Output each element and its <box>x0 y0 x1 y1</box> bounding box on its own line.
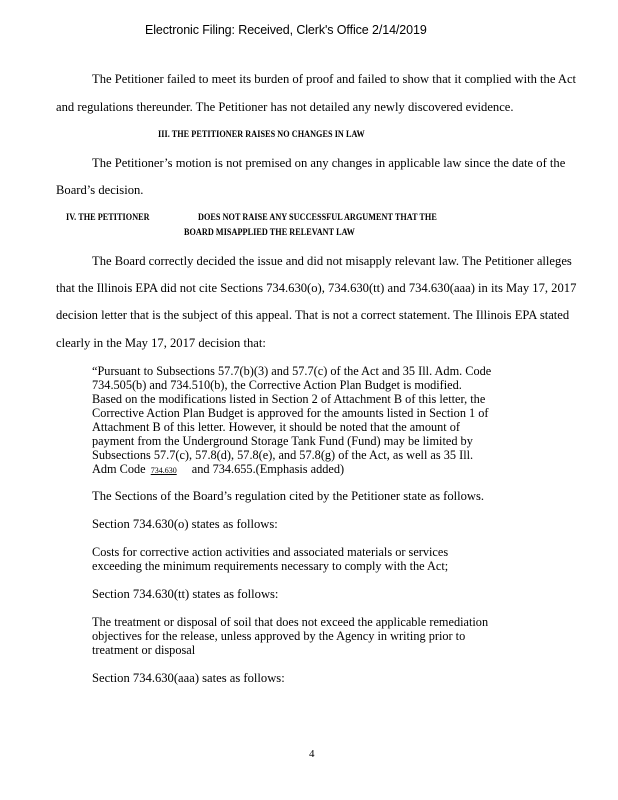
section-tt-text: The treatment or disposal of soil that does not exceed the applicable remediation <box>92 615 489 629</box>
heading-iv-line-2: BOARD MISAPPLIED THE RELEVANT LAW <box>184 227 355 238</box>
paragraph-3-line-1: The Board correctly decided the issue and did not misapply relevant law. The Petitioner alleges <box>92 254 572 268</box>
regulations-intro: The Sections of the Board’s regulation cited by the Petitioner state as follows. <box>92 489 485 503</box>
page-number: 4 <box>309 748 315 760</box>
section-tt-text: objectives for the release, unless approved by the Agency in writing prior to <box>92 629 466 643</box>
quote-adm-code: Adm Code <box>92 462 146 476</box>
section-aaa-label: Section 734.630(aaa) sates as follows: <box>92 671 285 685</box>
section-o-text: exceeding the minimum requirements necessary to comply with the Act; <box>92 559 449 573</box>
filing-stamp: Electronic Filing: Received, Clerk's Office 2/14/2019 <box>145 23 427 37</box>
paragraph-1-line-1: The Petitioner failed to meet its burden of proof and failed to show that it complied with the Act <box>92 72 577 86</box>
paragraph-1-line-2: and regulations thereunder. The Petitioner has not detailed any newly discovered evidence. <box>56 100 514 114</box>
section-tt-text: treatment or disposal <box>92 643 196 657</box>
quote-line: Attachment B of this letter. However, it should be noted that the amount of <box>92 420 460 434</box>
quote-line: 734.505(b) and 734.510(b), the Corrective Action Plan Budget is modified. <box>92 378 462 392</box>
quote-line: payment from the Underground Storage Tank Fund (Fund) may be limited by <box>92 434 473 448</box>
heading-iv-line-1: DOES NOT RAISE ANY SUCCESSFUL ARGUMENT THAT THE <box>198 212 437 223</box>
quote-emphasis-note: and 734.655.(Emphasis added) <box>191 462 345 476</box>
paragraph-3-line-4: clearly in the May 17, 2017 decision that: <box>56 336 266 350</box>
paragraph-3-line-2: that the Illinois EPA did not cite Sections 734.630(o), 734.630(tt) and 734.630(aaa) in its May 17, 2017 <box>56 281 577 295</box>
quote-line: “Pursuant to Subsections 57.7(b)(3) and 57.7(c) of the Act and 35 Ill. Adm. Code <box>92 364 492 378</box>
heading-iii: III. THE PETITIONER RAISES NO CHANGES IN LAW <box>158 129 365 140</box>
section-tt-label: Section 734.630(tt) states as follows: <box>92 587 279 601</box>
paragraph-2-line-1: The Petitioner’s motion is not premised on any changes in applicable law since the date of the <box>92 156 566 170</box>
quote-small-section: 734.630 <box>150 466 177 475</box>
quote-line: Based on the modifications listed in Section 2 of Attachment B of this letter, the <box>92 392 486 406</box>
section-o-text: Costs for corrective action activities and associated materials or services <box>92 545 449 559</box>
paragraph-2-line-2: Board’s decision. <box>56 183 144 197</box>
quote-line: Subsections 57.7(c), 57.8(d), 57.8(e), and 57.8(g) of the Act, as well as 35 Ill. <box>92 448 474 462</box>
paragraph-3-line-3: decision letter that is the subject of this appeal. That is not a correct statement. The Illinois EPA stated <box>56 308 570 322</box>
quote-line: Corrective Action Plan Budget is approved for the amounts listed in Section 1 of <box>92 406 489 420</box>
quote-line-final <box>92 462 344 478</box>
section-o-label: Section 734.630(o) states as follows: <box>92 517 278 531</box>
heading-iv-label: IV. THE PETITIONER <box>66 212 150 223</box>
